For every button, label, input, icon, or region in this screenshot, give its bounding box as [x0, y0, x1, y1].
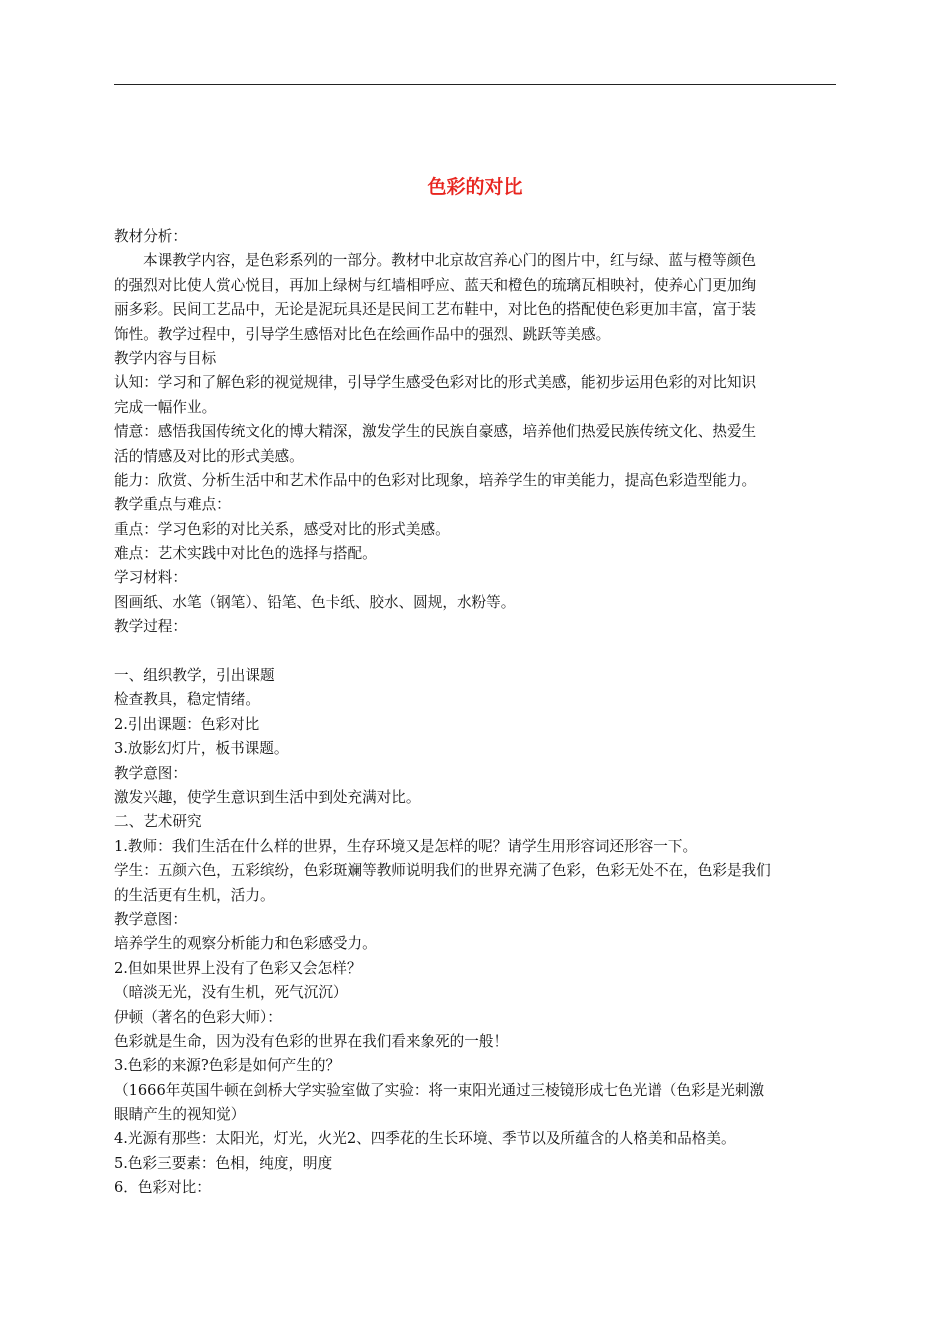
text-line: 激发兴趣，使学生意识到生活中到处充满对比。: [114, 788, 421, 806]
text-line: 一、组织教学，引出课题: [114, 667, 275, 685]
text-line: 图画纸、水笔（钢笔）、铅笔、色卡纸、胶水、圆规，水粉等。: [114, 593, 516, 611]
text-line: 重点：学习色彩的对比关系，感受对比的形式美感。: [114, 520, 450, 538]
text-line: 色彩就是生命，因为没有色彩的世界在我们看来象死的一般！: [114, 1032, 509, 1050]
text-line: 学生：五颜六色，五彩缤纷，色彩斑斓等教师说明我们的世界充满了色彩，色彩无处不在，色彩是我们: [114, 862, 771, 880]
text-line: 3.放影幻灯片，板书课题。: [114, 740, 289, 758]
text-line: 情意：感悟我国传统文化的博大精深，激发学生的民族自豪感，培养他们热爱民族传统文化、热爱生: [114, 423, 757, 441]
page-title: 色彩的对比: [427, 176, 523, 198]
text-line: 本课教学内容，是色彩系列的一部分。教材中北京故宫养心门的图片中，红与绿、蓝与橙等颜色: [143, 252, 756, 270]
text-line: 二、艺术研究: [114, 813, 202, 831]
text-line: 难点：艺术实践中对比色的选择与搭配。: [114, 545, 377, 563]
text-line: 6．色彩对比：: [114, 1179, 211, 1197]
text-line: （暗淡无光，没有生机，死气沉沉）: [114, 984, 348, 1002]
text-line: 饰性。教学过程中，引导学生感悟对比色在绘画作品中的强烈、跳跃等美感。: [114, 325, 611, 343]
text-line: 眼睛产生的视知觉）: [114, 1106, 246, 1124]
text-line: 2.但如果世界上没有了色彩又会怎样？: [114, 959, 362, 977]
header-rule: [114, 84, 836, 85]
blank-line: [114, 640, 842, 664]
text-line: 4.光源有那些：太阳光，灯光，火光2、四季花的生长环境、季节以及所蕴含的人格美和品格美。: [114, 1130, 736, 1148]
text-line: 培养学生的观察分析能力和色彩感受力。: [114, 935, 377, 953]
document-body: [114, 225, 842, 1201]
text-line: 1.教师：我们生活在什么样的世界，生存环境又是怎样的呢？请学生用形容词还形容一下。: [114, 837, 698, 855]
text-line: 教学重点与难点：: [114, 496, 231, 514]
text-line: 教学意图：: [114, 764, 187, 782]
text-line: 教学过程：: [114, 618, 187, 636]
text-line: 伊顿（著名的色彩大师）：: [114, 1008, 282, 1026]
text-line: 能力：欣赏、分析生活中和艺术作品中的色彩对比现象，培养学生的审美能力，提高色彩造型能力。: [114, 471, 757, 489]
text-line: 认知：学习和了解色彩的视觉规律，引导学生感受色彩对比的形式美感，能初步运用色彩的对比知识: [114, 374, 757, 392]
text-line: 教学意图：: [114, 910, 187, 928]
text-line: 学习材料：: [114, 569, 187, 587]
text-line: 2.引出课题：色彩对比: [114, 715, 260, 733]
text-line: 检查教具，稳定情绪。: [114, 691, 260, 709]
text-line: 丽多彩。民间工艺品中，无论是泥玩具还是民间工艺布鞋中，对比色的搭配使色彩更加丰富，富于装: [114, 301, 757, 319]
text-line: 完成一幅作业。: [114, 398, 217, 416]
text-line: 教学内容与目标: [114, 349, 217, 367]
text-line: 活的情感及对比的形式美感。: [114, 447, 304, 465]
text-line: 的生活更有生机，活力。: [114, 886, 275, 904]
text-line: 的强烈对比使人赏心悦目，再加上绿树与红墙相呼应、蓝天和橙色的琉璃瓦相映衬，使养心门更加绚: [114, 276, 757, 294]
text-line: 教材分析：: [114, 228, 187, 245]
text-line: （1666年英国牛顿在剑桥大学实验室做了实验：将一束阳光通过三棱镜形成七色光谱（色彩是光刺激: [114, 1081, 765, 1099]
text-line: 3.色彩的来源?色彩是如何产生的？: [114, 1057, 341, 1075]
text-line: 5.色彩三要素：色相，纯度，明度: [114, 1154, 333, 1172]
